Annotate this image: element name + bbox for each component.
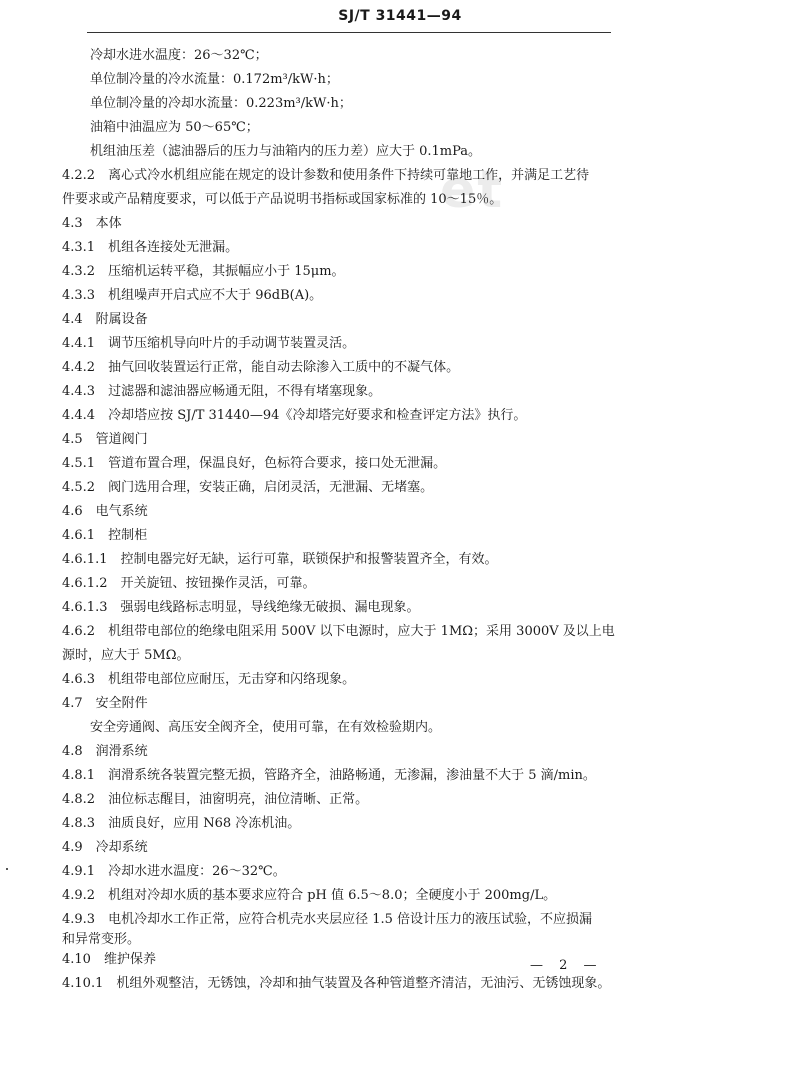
section-heading: 4.5 管道阀门 — [62, 432, 148, 447]
clause: 4.9.1 冷却水进水温度：26～32℃。 — [62, 864, 286, 879]
text-line: 源时，应大于 5MΩ。 — [62, 648, 190, 663]
section-heading: 4.9 冷却系统 — [62, 840, 148, 855]
clause: 4.9.3 电机冷却水工作正常，应符合机壳水夹层应径 1.5 倍设计压力的液压试验，不应损漏 — [62, 912, 593, 927]
clause: 4.6.1.2 开关旋钮、按钮操作灵活，可靠。 — [62, 576, 316, 591]
page-number: — 2 — — [530, 958, 603, 973]
clause: 4.6.1.3 强弱电线路标志明显，导线绝缘无破损、漏电现象。 — [62, 600, 420, 615]
section-heading: 4.4 附属设备 — [62, 312, 148, 327]
section-heading: 4.10 维护保养 — [62, 952, 156, 967]
clause: 4.3.3 机组噪声开启式应不大于 96dB(A)。 — [62, 288, 323, 303]
clause: 4.10.1 机组外观整洁，无锈蚀，冷却和抽气装置及各种管道整齐清洁，无油污、无锈蚀现象。 — [62, 976, 611, 991]
text-line: 单位制冷量的冷水流量：0.172m³/kW·h； — [90, 72, 339, 87]
section-heading: 4.8 润滑系统 — [62, 744, 148, 759]
text-line: 机组油压差（滤油器后的压力与油箱内的压力差）应大于 0.1mPa。 — [90, 144, 482, 159]
clause: 4.6.1.1 控制电器完好无缺，运行可靠，联锁保护和报警装置齐全，有效。 — [62, 552, 498, 567]
section-heading: 4.7 安全附件 — [62, 696, 148, 711]
standard-number-header: SJ/T 31441—94 — [338, 8, 462, 24]
text-line: 安全旁通阀、高压安全阀齐全，使用可靠，在有效检验期内。 — [90, 720, 442, 735]
sub-heading: 4.6.1 控制柜 — [62, 528, 148, 543]
clause: 4.8.1 润滑系统各装置完整无损，管路齐全，油路畅通，无渗漏，渗油量不大于 5 滴/min。 — [62, 768, 596, 783]
text-line: 油箱中油温应为 50～65℃； — [90, 120, 259, 135]
clause: 4.6.3 机组带电部位应耐压，无击穿和闪络现象。 — [62, 672, 356, 687]
clause: 4.6.2 机组带电部位的绝缘电阻采用 500V 以下电源时，应大于 1MΩ；采用 3000V 及以上电 — [62, 624, 615, 639]
text-line: 冷却水进水温度：26～32℃； — [90, 48, 268, 63]
scan-speck — [6, 868, 8, 870]
clause: 4.4.1 调节压缩机导向叶片的手动调节装置灵活。 — [62, 336, 356, 351]
clause-4-2-2: 4.2.2 离心式冷水机组应能在规定的设计参数和使用条件下持续可靠地工作，并满足工艺待 — [62, 168, 590, 183]
clause: 4.3.1 机组各连接处无泄漏。 — [62, 240, 239, 255]
clause: 4.4.4 冷却塔应按 SJ/T 31440—94《冷却塔完好要求和检查评定方法》执行。 — [62, 408, 527, 423]
clause: 4.5.2 阀门选用合理，安装正确，启闭灵活，无泄漏、无堵塞。 — [62, 480, 434, 495]
watermark: et — [440, 160, 505, 220]
header-rule — [87, 32, 611, 33]
clause: 4.8.2 油位标志醒目，油窗明亮，油位清晰、正常。 — [62, 792, 369, 807]
section-heading: 4.6 电气系统 — [62, 504, 148, 519]
text-line: 和异常变形。 — [62, 932, 141, 947]
clause: 4.4.3 过滤器和滤油器应畅通无阻，不得有堵塞现象。 — [62, 384, 382, 399]
clause: 4.4.2 抽气回收装置运行正常，能自动去除渗入工质中的不凝气体。 — [62, 360, 460, 375]
clause: 4.5.1 管道布置合理，保温良好，色标符合要求，接口处无泄漏。 — [62, 456, 447, 471]
text-line: 单位制冷量的冷却水流量：0.223m³/kW·h； — [90, 96, 352, 111]
clause: 4.3.2 压缩机运转平稳，其振幅应小于 15μm。 — [62, 264, 345, 279]
section-heading: 4.3 本体 — [62, 216, 122, 231]
clause: 4.8.3 油质良好，应用 N68 冷冻机油。 — [62, 816, 301, 831]
text-line: 件要求或产品精度要求，可以低于产品说明书指标或国家标准的 10～15％。 — [62, 192, 503, 207]
clause: 4.9.2 机组对冷却水质的基本要求应符合 pH 值 6.5～8.0；全硬度小于 200mg/L。 — [62, 888, 557, 903]
